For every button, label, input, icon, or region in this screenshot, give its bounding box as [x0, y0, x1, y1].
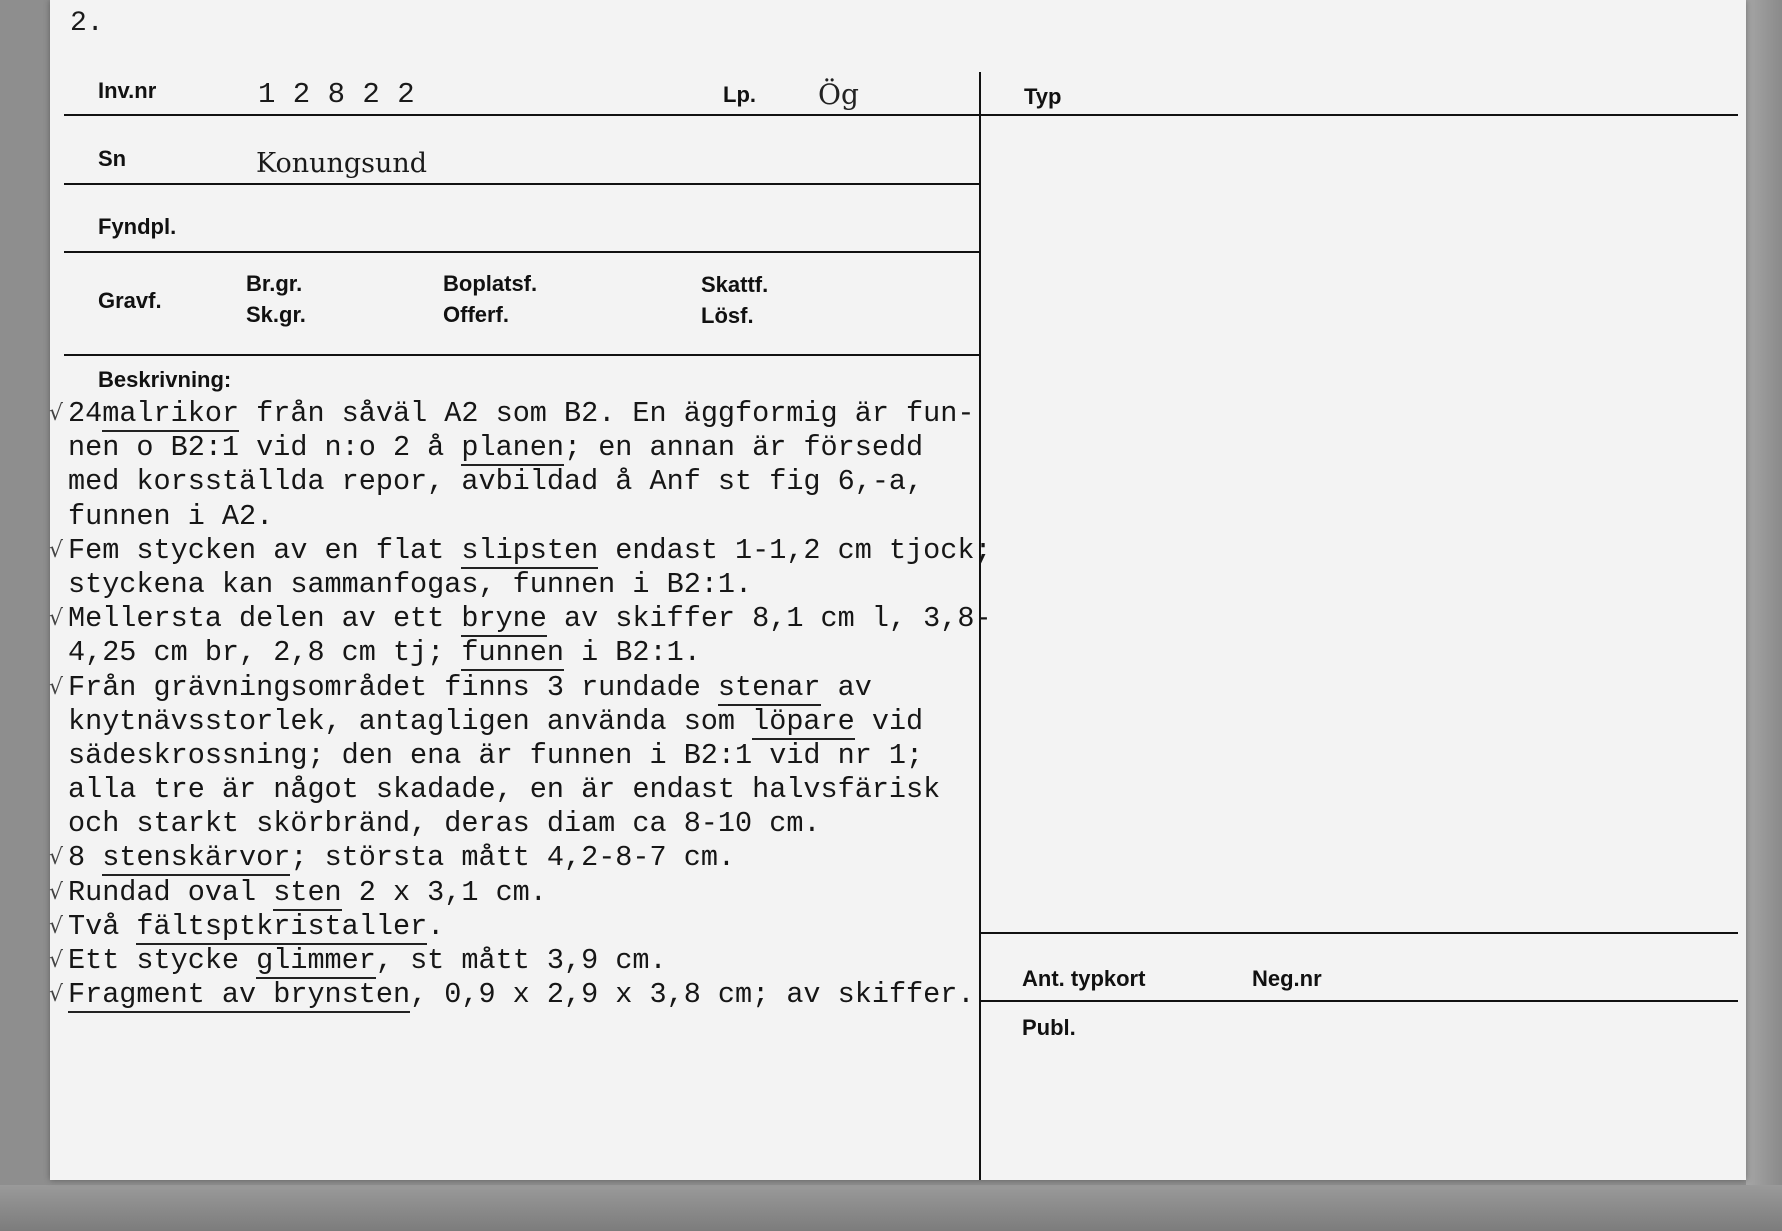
checkmark-icon: √	[49, 913, 64, 939]
underlined-term: Fragment av brynsten	[68, 978, 411, 1012]
description-text-segment: ; en annan är försedd	[564, 431, 924, 465]
description-line	[49, 602, 1028, 636]
rule-right-lower	[980, 932, 1738, 934]
description-text-segment: 4,25 cm br, 2,8 cm tj;	[68, 636, 462, 670]
underlined-term: stenskärvor	[102, 841, 291, 875]
description-text-segment: Rundad oval	[68, 875, 274, 909]
description-text-segment: styckena kan sammanfogas, funnen i B2:1.	[68, 567, 753, 601]
inv-nr-value: 1 2 8 2 2	[258, 78, 415, 111]
card-number: 2.	[70, 8, 104, 39]
underlined-term: bryne	[461, 602, 547, 636]
sn-value: Konungsund	[256, 148, 428, 179]
checkmark-icon: √	[49, 845, 64, 871]
beskrivning-label: Beskrivning:	[98, 367, 232, 392]
inv-nr-label: Inv.nr	[98, 78, 157, 103]
description-line	[49, 909, 1028, 944]
description-line	[49, 397, 1028, 431]
description-text-segment: sädeskrossning; den ena är funnen i B2:1 vid nr 1;	[68, 738, 924, 772]
checkmark-icon: √	[49, 674, 64, 700]
description-text-segment: 24	[68, 397, 103, 430]
checkmark-icon: √	[49, 948, 64, 973]
offerf-label: Offerf.	[443, 302, 509, 327]
underlined-term: funnen	[461, 636, 564, 670]
underlined-term: glimmer	[256, 944, 376, 977]
boplatsf-label: Boplatsf.	[443, 271, 538, 296]
description-text-segment: nen o B2:1 vid n:o 2 å	[68, 431, 462, 465]
typ-label: Typ	[1024, 84, 1062, 109]
underlined-term: malrikor	[102, 397, 240, 430]
gravf-label: Gravf.	[98, 288, 162, 313]
description-line	[68, 431, 1028, 465]
description-text-segment: 8	[68, 841, 103, 875]
description-text-segment: Från grävningsområdet finns 3 rundade	[68, 670, 718, 704]
description-line	[49, 841, 1028, 875]
description-text-segment: funnen i A2.	[68, 499, 274, 533]
underlined-term: planen	[461, 431, 564, 465]
underlined-term: löpare	[752, 704, 855, 738]
description-line	[68, 636, 1028, 670]
description-text-segment: Mellersta delen av ett	[68, 602, 462, 636]
description-line	[49, 944, 1028, 978]
description-text-segment: 2 x 3,1 cm.	[341, 875, 547, 909]
rule-sn	[64, 183, 980, 185]
description-text-segment: av	[820, 670, 872, 704]
description-text-segment: , st mått 3,9 cm.	[375, 944, 667, 977]
description-line	[68, 705, 1028, 739]
rule-typ	[980, 114, 1738, 116]
description-line	[68, 807, 1028, 841]
description-text-segment: vid	[854, 704, 924, 738]
description-text-segment: Fem stycken av en flat	[68, 533, 462, 567]
lp-label: Lp.	[723, 82, 756, 107]
description-text-segment: och starkt skörbränd, deras diam ca 8-10 cm.	[68, 807, 821, 841]
description-text-segment: endast 1-1,2 cm tjock;	[598, 533, 992, 567]
description-text-segment: av skiffer 8,1 cm l, 3,8-	[546, 602, 992, 636]
checkmark-icon: √	[49, 982, 64, 1008]
checkmark-icon: √	[49, 879, 64, 905]
skattf-label: Skattf.	[701, 272, 769, 297]
rule-ant-typkort	[980, 1000, 1738, 1002]
description-text-segment: i B2:1.	[564, 636, 701, 670]
description-text-segment: , 0,9 x 2,9 x 3,8 cm; av skiffer.	[410, 978, 975, 1012]
losf-label: Lösf.	[701, 303, 754, 328]
scan-edge-bottom	[0, 1185, 1782, 1231]
catalog-card	[50, 0, 1746, 1180]
description-text-segment: alla tre är något skadade, en är endast halvsfärisk	[68, 773, 941, 807]
description-text-segment: ; största mått 4,2-8-7 cm.	[290, 841, 736, 875]
description-line	[68, 773, 1028, 807]
description-line	[68, 739, 1028, 773]
description-line	[49, 978, 1028, 1012]
skgr-label: Sk.gr.	[246, 302, 306, 327]
description-line	[68, 500, 1028, 534]
checkmark-icon: √	[49, 401, 64, 426]
underlined-term: slipsten	[461, 533, 599, 567]
description-text-segment: knytnävsstorlek, antagligen använda som	[68, 704, 753, 738]
rule-inv	[64, 114, 980, 116]
checkmark-icon: √	[49, 537, 64, 563]
description-line	[49, 875, 1028, 910]
description-text	[49, 397, 1028, 1012]
neg-nr-label: Neg.nr	[1252, 966, 1322, 991]
description-line	[49, 670, 1028, 705]
ant-typkort-label: Ant. typkort	[1022, 966, 1146, 991]
underlined-term: fältsptkristaller	[136, 909, 428, 943]
lp-value: Ög	[818, 78, 859, 111]
description-text-segment: med korsställda repor, avbildad å Anf st fig 6,-a,	[68, 465, 924, 499]
fyndpl-label: Fyndpl.	[98, 214, 177, 239]
description-text-segment: Två	[68, 909, 137, 943]
description-text-segment: Ett stycke	[68, 944, 257, 977]
rule-gravf	[64, 354, 980, 356]
rule-fyndpl	[64, 251, 980, 253]
description-line	[49, 533, 1028, 568]
description-text-segment: .	[427, 909, 445, 943]
description-text-segment: från såväl A2 som B2. En äggformig är fun-	[239, 397, 975, 430]
brgr-label: Br.gr.	[246, 271, 303, 296]
description-line	[68, 568, 1028, 602]
scan-edge-right	[1746, 0, 1782, 1231]
checkmark-icon: √	[49, 606, 64, 632]
sn-label: Sn	[98, 146, 127, 171]
underlined-term: sten	[273, 875, 342, 909]
description-line	[68, 465, 1028, 499]
underlined-term: stenar	[717, 670, 821, 704]
publ-label: Publ.	[1022, 1015, 1076, 1040]
